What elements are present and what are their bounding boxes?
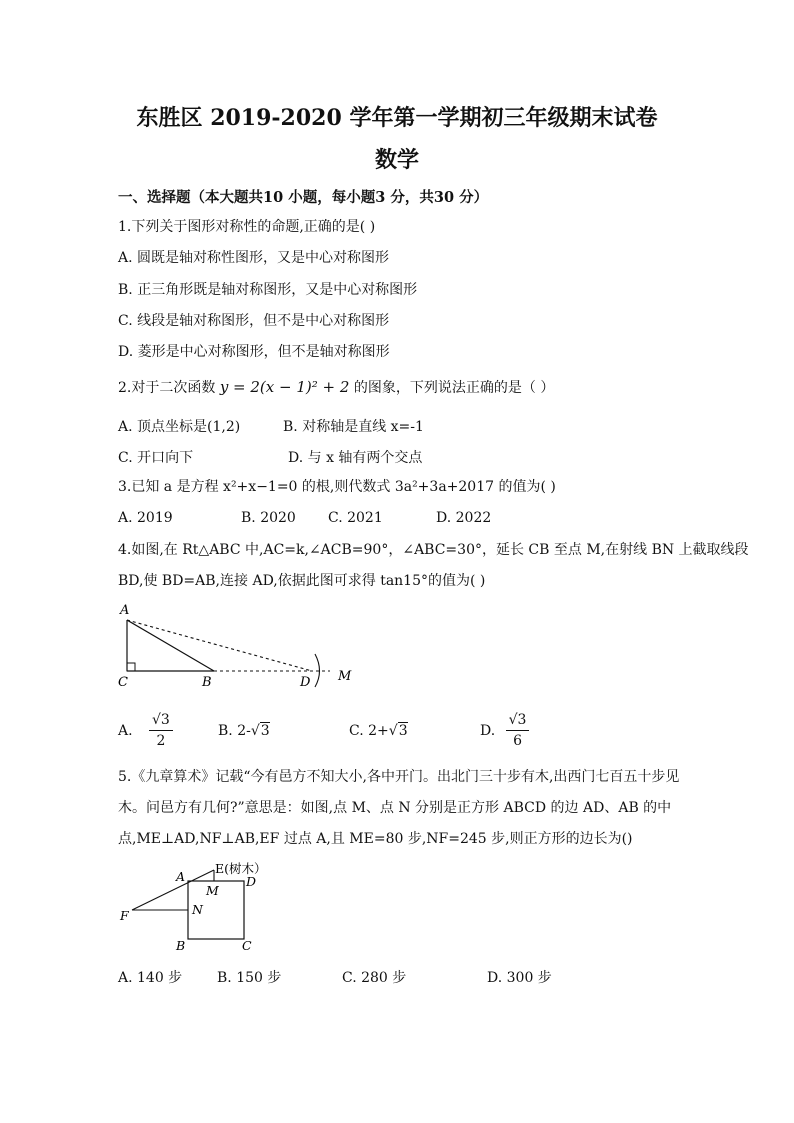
question-4-figure	[112, 598, 362, 690]
question-4-option-b: B. 2-√3	[218, 723, 270, 739]
question-3-option-d: D. 2022	[436, 510, 492, 526]
page-title: 东胜区 2019-2020 学年第一学期初三年级期末试卷	[136, 105, 658, 131]
point-label-f: F	[120, 908, 129, 923]
point-label-m: M	[206, 883, 219, 898]
question-5-option-d: D. 300 步	[487, 970, 552, 986]
point-label-a: A	[120, 603, 130, 618]
option-c-label: C. 2+	[349, 723, 389, 739]
section-heading: 一、选择题（本大题共10 小题，每小题3 分，共30 分）	[118, 189, 489, 206]
question-2-stem-prefix: 2.对于二次函数	[118, 380, 216, 396]
point-label-b: B	[176, 938, 186, 953]
question-3-option-a: A. 2019	[118, 510, 173, 526]
right-angle-mark	[127, 663, 135, 671]
page-subtitle: 数学	[374, 147, 419, 173]
option-d-numerator: √3	[506, 710, 530, 731]
question-5-stem-line2: 木。问邑方有几何?”意思是：如图,点 M、点 N 分别是正方形 ABCD 的边 AD、AB 的中	[118, 800, 672, 816]
option-a-numerator: √3	[149, 710, 173, 731]
option-a-denominator: 2	[156, 733, 166, 749]
question-2-option-d: D. 与 x 轴有两个交点	[288, 450, 423, 466]
point-label-d: D	[300, 675, 311, 690]
question-2-stem-suffix: 的图象，下列说法正确的是（ ）	[353, 380, 555, 396]
option-a-fraction	[149, 710, 173, 751]
option-b-radicand: 3	[260, 723, 270, 739]
question-1-option-c: C. 线段是轴对称图形，但不是中心对称图形	[118, 313, 390, 329]
question-1-stem: 1.下列关于图形对称性的命题,正确的是( )	[118, 219, 376, 235]
segment-ad-dashed	[127, 620, 312, 671]
question-5-stem-line1: 5.《九章算术》记载“今有邑方不知大小,各中开门。出北门三十步有木,出西门七百五十步见	[118, 769, 680, 785]
option-c-radicand: 3	[398, 723, 408, 739]
question-5-option-c: C. 280 步	[342, 970, 407, 986]
question-2-option-b: B. 对称轴是直线 x=-1	[283, 419, 424, 435]
question-4-option-d	[480, 710, 529, 751]
question-3-option-c: C. 2021	[328, 510, 383, 526]
question-2-stem	[118, 378, 554, 397]
question-4-stem-line2: BD,使 BD=AB,连接 AD,依据此图可求得 tan15°的值为( )	[118, 573, 486, 589]
question-1-option-d: D. 菱形是中心对称图形，但不是轴对称图形	[118, 344, 390, 360]
question-4-option-a	[118, 710, 173, 751]
question-3-stem: 3.已知 a 是方程 x²+x−1=0 的根,则代数式 3a²+3a+2017 的值为( )	[118, 479, 556, 495]
question-5-option-a: A. 140 步	[118, 970, 183, 986]
point-label-c: C	[118, 675, 128, 690]
option-a-label: A.	[118, 722, 133, 739]
point-label-e: E(树木）	[215, 861, 267, 876]
question-3-option-b: B. 2020	[241, 510, 296, 526]
point-label-d: D	[246, 874, 257, 889]
question-1-option-b: B. 正三角形既是轴对称图形，又是中心对称图形	[118, 282, 418, 298]
question-4-stem-line1: 4.如图,在 Rt△ABC 中,AC=k,∠ACB=90°，∠ABC=30°，延长 CB 至点 M,在射线 BN 上截取线段	[118, 542, 749, 558]
option-b-label: B. 2-	[218, 723, 251, 739]
point-label-n: N	[192, 902, 203, 917]
question-5-figure	[112, 856, 292, 956]
question-2-option-c: C. 开口向下	[118, 450, 194, 466]
question-5-option-b: B. 150 步	[217, 970, 282, 986]
option-d-label: D.	[480, 722, 496, 739]
question-1-option-a: A. 圆既是轴对称性图形，又是中心对称图形	[118, 250, 390, 266]
option-d-denominator: 6	[513, 733, 523, 749]
point-label-a: A	[176, 869, 186, 884]
point-label-b: B	[202, 675, 212, 690]
question-5-stem-line3: 点,ME⊥AD,NF⊥AB,EF 过点 A,且 ME=80 步,NF=245 步,则正方形的边长为()	[118, 831, 633, 847]
question-4-option-c: C. 2+√3	[349, 723, 408, 739]
option-d-fraction	[506, 710, 530, 751]
point-label-c: C	[242, 938, 252, 953]
question-2-formula: y = 2(x − 1)² + 2	[219, 378, 350, 396]
point-label-m: M	[338, 669, 352, 684]
question-2-option-a: A. 顶点坐标是(1,2)	[118, 419, 241, 435]
segment-ab	[127, 620, 214, 671]
